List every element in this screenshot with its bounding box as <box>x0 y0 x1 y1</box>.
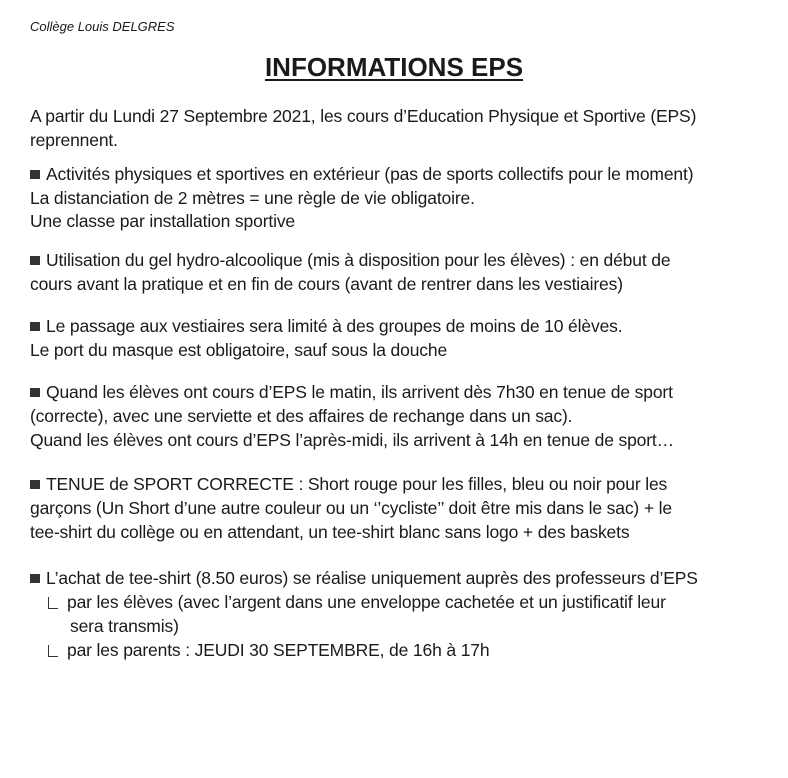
bullet-icon <box>30 388 40 397</box>
text: L’achat de tee-shirt (8.50 euros) se réalise uniquement auprès des professeurs d’EPS <box>46 568 698 588</box>
text-line: (correcte), avec une serviette et des affaires de rechange dans un sac). <box>30 406 573 426</box>
bullet-line <box>30 250 670 271</box>
corner-arrow-icon <box>48 597 58 609</box>
text-line: garçons (Un Short d’une autre couleur ou un ‘’cycliste’’ doit être mis dans le sac) + le <box>30 498 672 518</box>
title-text: INFORMATIONS EPS <box>264 52 524 82</box>
bullet-icon <box>30 170 40 179</box>
corner-arrow-icon <box>48 645 58 657</box>
text-line: Quand les élèves ont cours d’EPS l’après-midi, ils arrivent à 14h en tenue de sport… <box>30 430 674 450</box>
bullet-icon <box>30 574 40 583</box>
school-name: Collège Louis DELGRES <box>30 19 175 34</box>
intro-line: A partir du Lundi 27 Septembre 2021, les cours d’Education Physique et Sportive (EPS) <box>30 106 697 126</box>
bullet-icon <box>30 322 40 331</box>
text-line: cours avant la pratique et en fin de cours (avant de rentrer dans les vestiaires) <box>30 274 623 294</box>
bullet-line <box>30 316 622 337</box>
bullet-line <box>30 474 667 495</box>
intro-line: reprennent. <box>30 130 118 150</box>
text-line: Une classe par installation sportive <box>30 211 296 231</box>
bullet-line <box>30 568 698 589</box>
text-line: La distanciation de 2 mètres = une règle de vie obligatoire. <box>30 188 475 208</box>
text: Activités physiques et sportives en extérieur (pas de sports collectifs pour le moment) <box>46 164 694 184</box>
page-title <box>0 52 788 83</box>
sub-line <box>48 592 666 613</box>
text: par les parents : JEUDI 30 SEPTEMBRE, de 16h à 17h <box>67 640 490 660</box>
text-line: tee-shirt du collège ou en attendant, un tee-shirt blanc sans logo + des baskets <box>30 522 630 542</box>
text-line: Le port du masque est obligatoire, sauf sous la douche <box>30 340 448 360</box>
bullet-line <box>30 382 673 403</box>
sub-line <box>48 640 489 661</box>
text-line: sera transmis) <box>70 616 179 636</box>
text: Quand les élèves ont cours d’EPS le matin, ils arrivent dès 7h30 en tenue de sport <box>46 382 673 402</box>
text: Utilisation du gel hydro-alcoolique (mis à disposition pour les élèves) : en début de <box>46 250 671 270</box>
bullet-icon <box>30 480 40 489</box>
text: par les élèves (avec l’argent dans une enveloppe cachetée et un justificatif leur <box>67 592 666 612</box>
bullet-icon <box>30 256 40 265</box>
text: TENUE de SPORT CORRECTE : Short rouge pour les filles, bleu ou noir pour les <box>46 474 668 494</box>
bullet-line <box>30 164 693 185</box>
text: Le passage aux vestiaires sera limité à des groupes de moins de 10 élèves. <box>46 316 623 336</box>
